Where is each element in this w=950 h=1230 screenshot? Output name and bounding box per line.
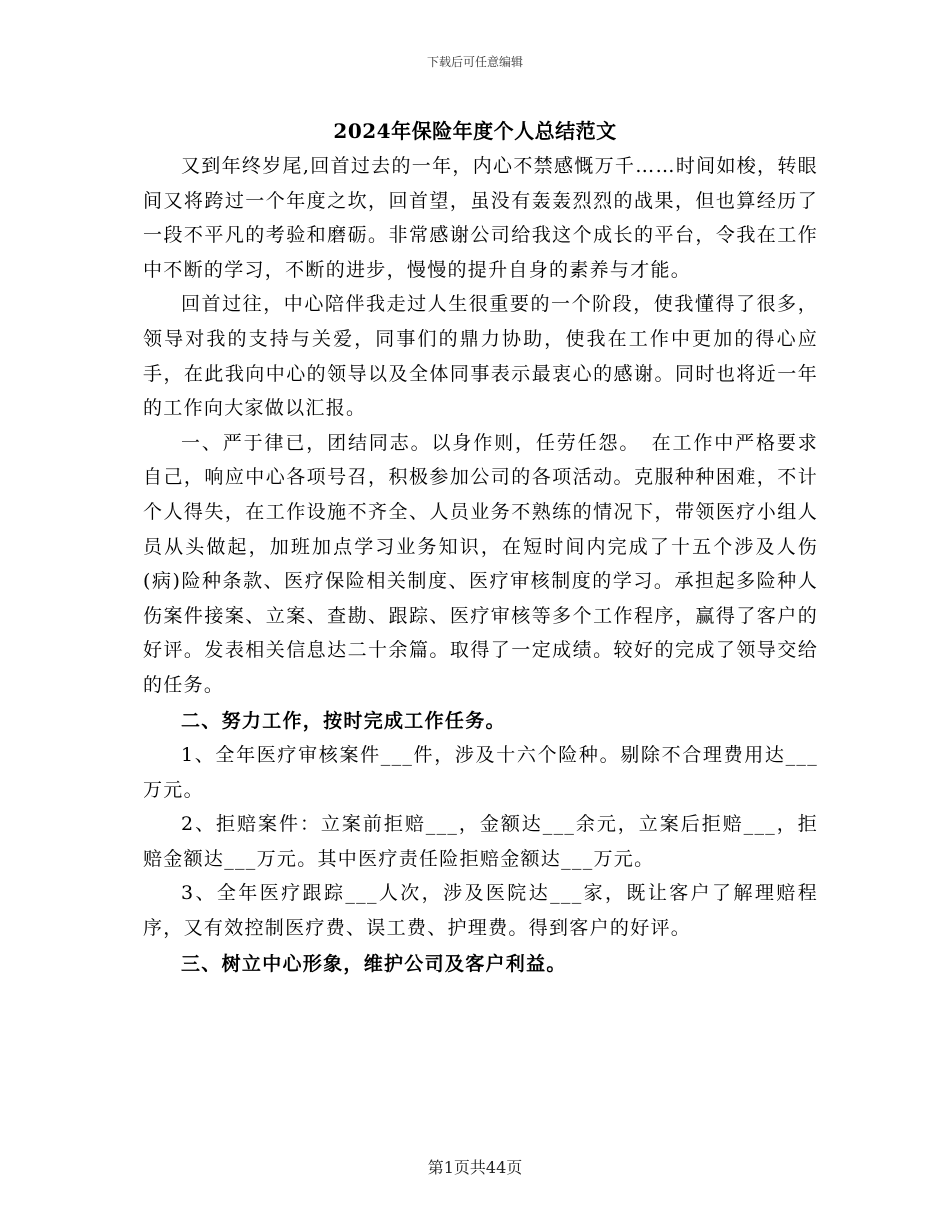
paragraph-intro: 又到年终岁尾,回首过去的一年，内心不禁感慨万千……时间如梭，转眼间又将跨过一个年度之坎，回首望，虽没有轰轰烈烈的战果，但也算经历了一段不平凡的考验和磨砺。非常感谢公司给我这个成长的平台，令我在工作中不断的学习，不断的进步，慢慢的提升自身的素养与才能。 [143,155,818,281]
document-title: 2024年保险年度个人总结范文 [333,119,617,143]
heading-section-three: 三、树立中心形象，维护公司及客户利益。 [181,952,567,975]
paragraph-review: 回首过往，中心陪伴我走过人生很重要的一个阶段，使我懂得了很多，领导对我的支持与关爱，同事们的鼎力协助，使我在工作中更加的得心应手，在此我向中心的领导以及全体同事表示最衷心的感谢。同时也将近一年的工作向大家做以汇报。 [143,293,818,420]
page-header: 下载后可任意编辑 [426,55,523,69]
heading-section-two: 二、努力工作，按时完成工作任务。 [181,709,506,732]
paragraph-section-one: 一、严于律已，团结同志。以身作则，任劳任怨。 在工作中严格要求自己，响应中心各项号召，积极参加公司的各项活动。克服种种困难，不计个人得失，在工作设施不齐全、人员业务不熟练的情况下，带领医疗小组人员从头做起，加班加点学习业务知识，在短时间内完成了十五个涉及人伤(病)险种条款、医疗保险相关制度、医疗审核制度的学习。承担起多险种人伤案件接案、立案、查勘、跟踪、医疗审核等多个工作程序，赢得了客户的好评。发表相关信息达二十余篇。取得了一定成绩。较好的完成了领导交给的任务。 [143,431,818,696]
paragraph-item-two: 2、拒赔案件：立案前拒赔___，金额达___余元，立案后拒赔___，拒赔金额达___万元。其中医疗责任险拒赔金额达___万元。 [143,813,818,870]
paragraph-item-three: 3、全年医疗跟踪___人次，涉及医院达___家，既让客户了解理赔程序，又有效控制医疗费、误工费、护理费。得到客户的好评。 [143,882,818,940]
document-body [143,149,818,981]
page-footer: 第1页共44页 [427,1158,523,1177]
paragraph-item-one: 1、全年医疗审核案件___件，涉及十六个险种。剔除不合理费用达___万元。 [143,744,818,801]
